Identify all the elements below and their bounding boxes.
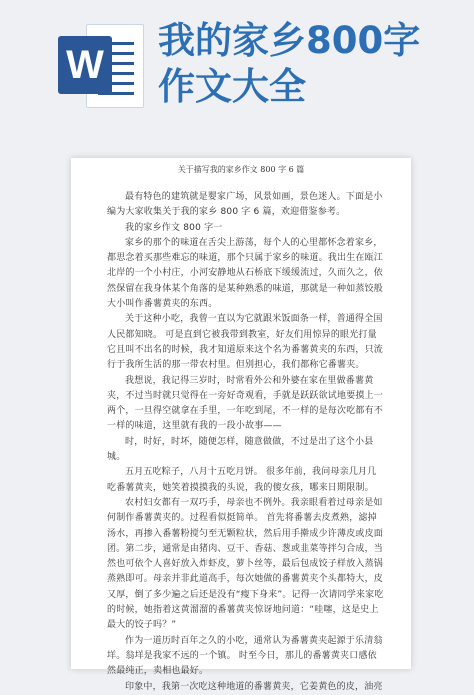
paragraph: 我的家乡作文 800 字一: [125, 222, 223, 233]
paragraph: 我想说，我记得三岁时，时常看外公和外婆在家在里做番薯黄夹，不过当时就只觉得在一旁好奇观看，手就是跃跃欲试地要摸上一两个，一旦得空就拿在手里，一年吃到尾，不一样的是每次吃都有不一样的味道，这里就有我的一段小故事——: [107, 375, 384, 432]
title-banner: [0, 0, 474, 125]
paragraph: 关于这种小吃，我曾一直以为它就跟米饭面条一样，普通得全国人民都知晓。 可是直到它被我带到教室，好友们用惊异的眼光打量它且叫不出名的时候，我才知道原来这个名为番薯黄夹的东西，只流行于我所生活的那一带农村里。但别担心，我们都称它番薯夹。: [107, 314, 384, 371]
word-document-icon: [58, 22, 144, 108]
title-line-1: 我的家乡800字: [158, 19, 421, 62]
document-page: [71, 158, 411, 692]
paragraph: 农村妇女都有一双巧手，母亲也不例外。我亲眼看着过母亲是如何制作番薯黄夹的。过程看似挺简单。 首先将番薯去皮煮熟，滤掉汤水，再掺入番薯粉搅匀至无颗粒状，然后用手擀成少许薄皮或皮面团。第二步，通常是由猪肉、豆干、香菇、葱或韭菜等拌匀合成，当然也可依个人喜好放入炸虾皮，萝卜丝等，最后包成饺子样放入蒸锅蒸熟即可。母亲并非此道高手，每次她做的番薯黄夹个头都特大，皮又厚，倒了多少遍之后还是没有“瘦下身来”。记得一次请同学来家吃的时候，她指着这黄溜溜的番薯黄夹惊讶地问道：“哇噻，这是史上最大的饺子吗？”: [107, 497, 384, 631]
paragraph: 印象中，我第一次吃这种地道的番薯黄夹，它姜黄色的皮，油亮: [125, 681, 383, 692]
title-line-2: 作文大全: [158, 65, 306, 108]
paragraph: 家乡的那个的味道在舌尖上游荡，每个人的心里都怀念着家乡，都思念着买那些难忘的味道，那个只属于家乡的味道。我出生在瓯江北岸的一个小村庄，小河安静地从石桥底下缓缓流过，久而久之，依然保留在我身体某个角落的是某种熟悉的味道，那就是一种如蒸饺般大小叫作番薯黄夹的东西。: [107, 237, 384, 310]
paragraph: 作为一道历时百年之久的小吃，通常认为番薯黄夹起源于乐清翁垟。翁垟是我家不远的一个镇。 时至今日，那儿的番薯黄夹口感依然最纯正，卖相也最好。: [107, 635, 383, 677]
page-title: [158, 18, 420, 110]
document-body: [71, 176, 411, 695]
running-header: 关于描写我的家乡作文 800 字 6 篇: [177, 165, 305, 174]
word-w-letter: W: [58, 36, 112, 94]
paragraph: 五月五吃粽子，八月十五吃月饼。 很多年前，我问母亲几月几吃番薯黄夹，她笑着摸摸我的头说，我的傻女孩，哪来日期限制。: [107, 467, 377, 493]
paragraph: 最有特色的建筑就是婴家广场，风景如画，景色迷人。下面是小编为大家收集关于我的家乡 800 字 6 篇，欢迎借鉴参考。: [107, 192, 383, 218]
paragraph: 时，时好，时坏，随便怎样，随意做做，不过是出了这个小县城。: [107, 436, 374, 463]
